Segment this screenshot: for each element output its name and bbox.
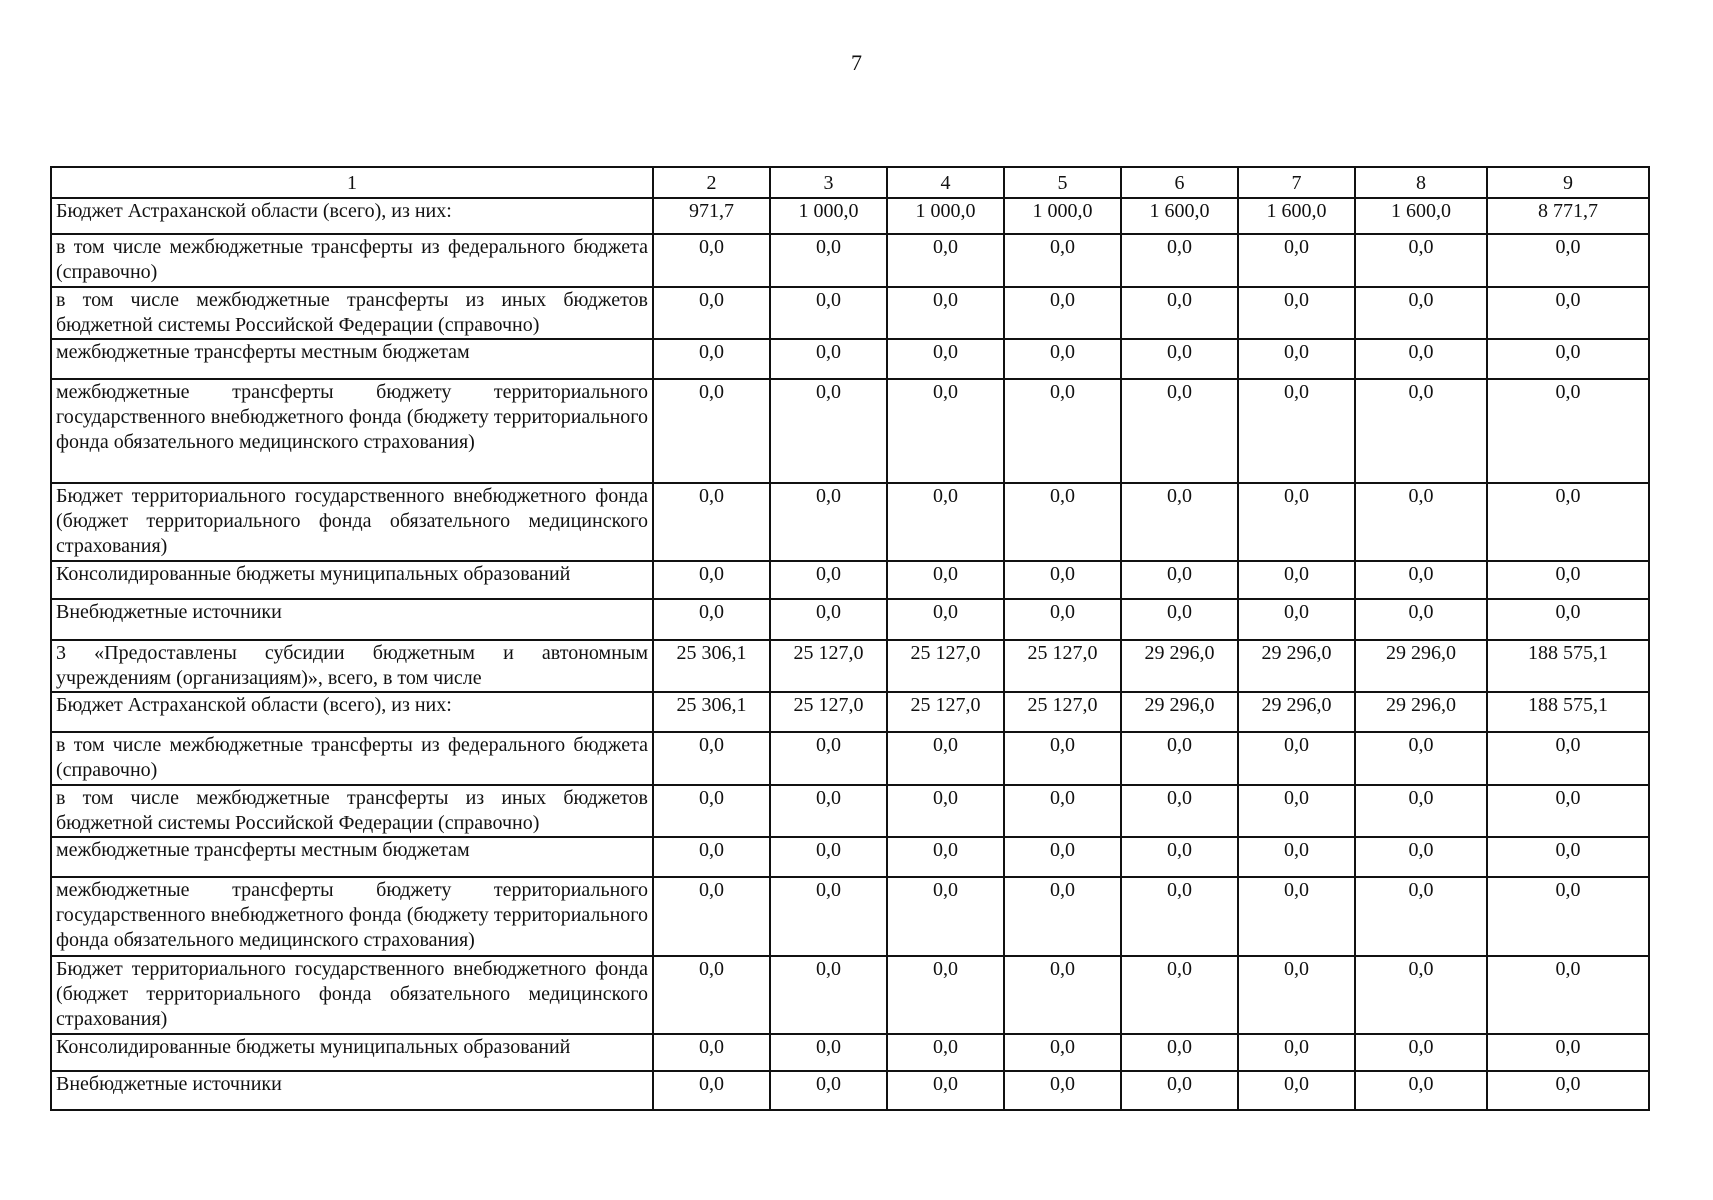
row-value: 0,0	[653, 234, 770, 287]
row-value: 0,0	[770, 785, 887, 837]
row-value: 0,0	[770, 483, 887, 561]
header-cell: 9	[1487, 167, 1649, 198]
row-value: 0,0	[887, 339, 1004, 379]
table-row	[51, 198, 1649, 234]
row-label: Внебюджетные источники	[51, 1071, 653, 1110]
row-value: 29 296,0	[1355, 640, 1487, 692]
row-value: 0,0	[1121, 483, 1238, 561]
row-value: 0,0	[653, 379, 770, 483]
row-value: 0,0	[887, 785, 1004, 837]
row-value: 0,0	[1355, 1034, 1487, 1071]
row-value: 0,0	[887, 956, 1004, 1034]
row-label: межбюджетные трансферты бюджету территориального государственного внебюджетного фонда (бюджету территориального фонда обязательного медицинского страхования)	[51, 877, 653, 956]
header-cell: 2	[653, 167, 770, 198]
row-value: 0,0	[1004, 339, 1121, 379]
row-value: 0,0	[887, 599, 1004, 640]
header-cell: 7	[1238, 167, 1355, 198]
row-label: Бюджет Астраханской области (всего), из них:	[51, 198, 653, 234]
page-number	[0, 50, 1713, 76]
row-value: 0,0	[1487, 837, 1649, 877]
header-cell: 4	[887, 167, 1004, 198]
row-value: 0,0	[1487, 785, 1649, 837]
row-value: 0,0	[653, 287, 770, 339]
header-row	[51, 167, 1649, 198]
row-value: 0,0	[1238, 561, 1355, 599]
row-value: 0,0	[770, 732, 887, 785]
table-row	[51, 956, 1649, 1034]
row-label: в том числе межбюджетные трансферты из федерального бюджета (справочно)	[51, 732, 653, 785]
row-value: 0,0	[1004, 483, 1121, 561]
header-cell: 5	[1004, 167, 1121, 198]
row-value: 0,0	[1238, 1034, 1355, 1071]
row-value: 0,0	[1487, 599, 1649, 640]
row-value: 0,0	[770, 379, 887, 483]
row-value: 0,0	[1487, 732, 1649, 785]
row-value: 0,0	[1487, 561, 1649, 599]
table-row	[51, 234, 1649, 287]
row-value: 1 600,0	[1355, 198, 1487, 234]
row-value: 0,0	[653, 1034, 770, 1071]
row-value: 0,0	[1355, 561, 1487, 599]
row-value: 29 296,0	[1121, 692, 1238, 732]
row-value: 0,0	[770, 877, 887, 956]
header-cell: 6	[1121, 167, 1238, 198]
row-value: 0,0	[1121, 785, 1238, 837]
table-row	[51, 692, 1649, 732]
row-value: 0,0	[1004, 837, 1121, 877]
row-label: Внебюджетные источники	[51, 599, 653, 640]
row-value: 0,0	[1355, 956, 1487, 1034]
row-value: 29 296,0	[1355, 692, 1487, 732]
row-value: 0,0	[770, 956, 887, 1034]
row-value: 0,0	[1121, 732, 1238, 785]
row-value: 0,0	[1487, 234, 1649, 287]
table-row	[51, 339, 1649, 379]
table-row	[51, 877, 1649, 956]
row-value: 0,0	[1004, 785, 1121, 837]
row-value: 0,0	[1355, 287, 1487, 339]
row-value: 0,0	[653, 483, 770, 561]
row-value: 0,0	[653, 599, 770, 640]
table-row	[51, 1071, 1649, 1110]
row-value: 0,0	[1355, 877, 1487, 956]
row-value: 0,0	[1004, 379, 1121, 483]
row-value: 0,0	[887, 379, 1004, 483]
row-value: 0,0	[1121, 287, 1238, 339]
row-value: 0,0	[1355, 234, 1487, 287]
row-value: 0,0	[1238, 339, 1355, 379]
table-row	[51, 483, 1649, 561]
row-value: 0,0	[770, 287, 887, 339]
row-value: 0,0	[1355, 379, 1487, 483]
row-value: 0,0	[1355, 599, 1487, 640]
row-value: 0,0	[1487, 877, 1649, 956]
row-label: межбюджетные трансферты местным бюджетам	[51, 339, 653, 379]
row-value: 0,0	[1121, 877, 1238, 956]
row-value: 0,0	[770, 234, 887, 287]
row-label: Консолидированные бюджеты муниципальных образований	[51, 1034, 653, 1071]
row-value: 0,0	[1004, 732, 1121, 785]
row-value: 0,0	[1238, 877, 1355, 956]
row-value: 0,0	[1004, 956, 1121, 1034]
row-value: 0,0	[1487, 287, 1649, 339]
row-value: 0,0	[653, 877, 770, 956]
row-value: 29 296,0	[1238, 640, 1355, 692]
row-label: Бюджет Астраханской области (всего), из них:	[51, 692, 653, 732]
row-label: в том числе межбюджетные трансферты из федерального бюджета (справочно)	[51, 234, 653, 287]
table-row	[51, 732, 1649, 785]
row-value: 0,0	[1487, 483, 1649, 561]
row-value: 0,0	[653, 956, 770, 1034]
header-cell: 1	[51, 167, 653, 198]
row-value: 0,0	[887, 1034, 1004, 1071]
table-row	[51, 287, 1649, 339]
row-label: Бюджет территориального государственного внебюджетного фонда (бюджет территориального фонда обязательного медицинского страхования)	[51, 956, 653, 1034]
row-value: 29 296,0	[1121, 640, 1238, 692]
row-value: 0,0	[1355, 483, 1487, 561]
row-value: 0,0	[1355, 339, 1487, 379]
row-value: 0,0	[770, 1034, 887, 1071]
row-value: 0,0	[1238, 837, 1355, 877]
row-value: 0,0	[1238, 379, 1355, 483]
row-value: 0,0	[770, 837, 887, 877]
row-value: 1 600,0	[1121, 198, 1238, 234]
budget-table	[50, 166, 1650, 1111]
row-value: 0,0	[887, 877, 1004, 956]
row-value: 0,0	[1238, 1071, 1355, 1110]
row-value: 0,0	[770, 1071, 887, 1110]
row-value: 1 000,0	[1004, 198, 1121, 234]
row-value: 188 575,1	[1487, 692, 1649, 732]
row-value: 0,0	[1355, 785, 1487, 837]
row-label: Консолидированные бюджеты муниципальных образований	[51, 561, 653, 599]
row-value: 0,0	[770, 561, 887, 599]
row-value: 0,0	[1121, 956, 1238, 1034]
row-value: 0,0	[770, 599, 887, 640]
row-value: 0,0	[887, 837, 1004, 877]
row-value: 0,0	[887, 483, 1004, 561]
row-value: 25 127,0	[887, 692, 1004, 732]
row-value: 0,0	[1487, 1071, 1649, 1110]
table-row	[51, 785, 1649, 837]
row-value: 29 296,0	[1238, 692, 1355, 732]
row-value: 1 000,0	[770, 198, 887, 234]
page-number-text: 7	[851, 50, 862, 75]
row-value: 0,0	[1355, 837, 1487, 877]
row-value: 0,0	[887, 561, 1004, 599]
row-value: 1 600,0	[1238, 198, 1355, 234]
row-value: 8 771,7	[1487, 198, 1649, 234]
row-value: 25 127,0	[770, 640, 887, 692]
row-value: 25 306,1	[653, 640, 770, 692]
table-row	[51, 640, 1649, 692]
row-value: 25 127,0	[1004, 640, 1121, 692]
table-row	[51, 379, 1649, 483]
header-cell: 3	[770, 167, 887, 198]
row-label: 3 «Предоставлены субсидии бюджетным и автономным учреждениям (организациям)», всего, в том числе	[51, 640, 653, 692]
row-value: 25 127,0	[770, 692, 887, 732]
table-row	[51, 599, 1649, 640]
row-value: 0,0	[887, 234, 1004, 287]
row-value: 0,0	[1121, 599, 1238, 640]
row-value: 0,0	[1238, 234, 1355, 287]
row-value: 0,0	[1121, 561, 1238, 599]
row-value: 0,0	[653, 785, 770, 837]
row-value: 0,0	[1238, 287, 1355, 339]
row-label: межбюджетные трансферты местным бюджетам	[51, 837, 653, 877]
row-value: 0,0	[1121, 837, 1238, 877]
row-value: 0,0	[1487, 1034, 1649, 1071]
row-value: 0,0	[887, 287, 1004, 339]
row-label: межбюджетные трансферты бюджету территориального государственного внебюджетного фонда (бюджету территориального фонда обязательного медицинского страхования)	[51, 379, 653, 483]
row-value: 0,0	[1487, 379, 1649, 483]
row-value: 25 127,0	[1004, 692, 1121, 732]
row-value: 0,0	[1238, 732, 1355, 785]
row-value: 0,0	[653, 339, 770, 379]
row-value: 25 127,0	[887, 640, 1004, 692]
row-value: 0,0	[1004, 287, 1121, 339]
row-value: 0,0	[653, 837, 770, 877]
row-label: в том числе межбюджетные трансферты из иных бюджетов бюджетной системы Российской Федерации (справочно)	[51, 287, 653, 339]
row-value: 0,0	[1121, 1071, 1238, 1110]
row-value: 0,0	[1004, 234, 1121, 287]
row-value: 0,0	[887, 1071, 1004, 1110]
table-row	[51, 1034, 1649, 1071]
row-value: 0,0	[1238, 599, 1355, 640]
table-row	[51, 561, 1649, 599]
row-value: 0,0	[1121, 379, 1238, 483]
row-value: 0,0	[1121, 1034, 1238, 1071]
row-value: 971,7	[653, 198, 770, 234]
row-value: 0,0	[1355, 1071, 1487, 1110]
header-cell: 8	[1355, 167, 1487, 198]
row-value: 0,0	[770, 339, 887, 379]
row-value: 0,0	[1004, 877, 1121, 956]
row-value: 0,0	[1121, 234, 1238, 287]
row-value: 0,0	[653, 1071, 770, 1110]
row-value: 0,0	[1238, 785, 1355, 837]
row-value: 188 575,1	[1487, 640, 1649, 692]
row-value: 0,0	[1121, 339, 1238, 379]
row-value: 0,0	[1355, 732, 1487, 785]
row-value: 0,0	[1004, 1071, 1121, 1110]
row-value: 25 306,1	[653, 692, 770, 732]
row-value: 0,0	[1487, 956, 1649, 1034]
row-value: 0,0	[887, 732, 1004, 785]
row-value: 0,0	[1004, 599, 1121, 640]
row-value: 0,0	[1238, 483, 1355, 561]
row-label: в том числе межбюджетные трансферты из иных бюджетов бюджетной системы Российской Федерации (справочно)	[51, 785, 653, 837]
row-value: 1 000,0	[887, 198, 1004, 234]
row-label: Бюджет территориального государственного внебюджетного фонда (бюджет территориального фонда обязательного медицинского страхования)	[51, 483, 653, 561]
row-value: 0,0	[1004, 1034, 1121, 1071]
table-row	[51, 837, 1649, 877]
row-value: 0,0	[653, 732, 770, 785]
row-value: 0,0	[653, 561, 770, 599]
row-value: 0,0	[1238, 956, 1355, 1034]
row-value: 0,0	[1487, 339, 1649, 379]
row-value: 0,0	[1004, 561, 1121, 599]
